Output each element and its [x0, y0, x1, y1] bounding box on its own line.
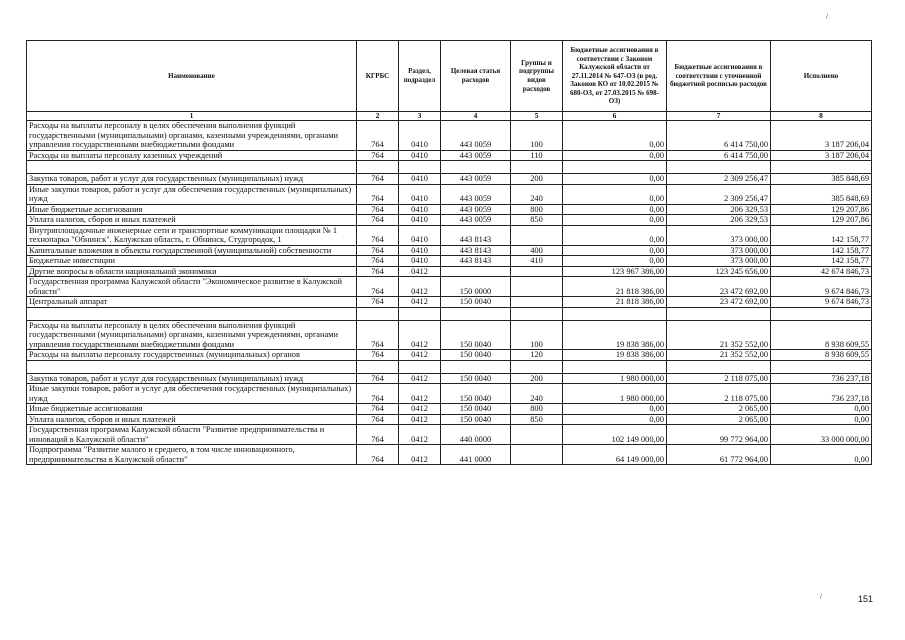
table-row [27, 215, 872, 226]
row-executed: 142 158,77 [771, 225, 872, 245]
row-expense-type [511, 277, 563, 297]
row-name: Расходы на выплаты персоналу государственных (муниципальных) органов [27, 350, 357, 361]
row-assign-law: 1 980 000,00 [563, 373, 667, 384]
row-target-article [441, 266, 511, 277]
row-assign-law: 0,00 [563, 174, 667, 185]
row-name: Иные бюджетные ассигнования [27, 204, 357, 215]
table-row [27, 225, 872, 245]
row-expense-type: 120 [511, 350, 563, 361]
table-row [27, 404, 872, 415]
table-row [27, 204, 872, 215]
row-razdel: 0412 [399, 404, 441, 415]
row-name: Расходы на выплаты персоналу в целях обеспечения выполнения функций государственными (муниципальными) органами, казенными учреждениями, органами управления государственными внебюджетными фондами [27, 121, 357, 151]
table-header-row [27, 41, 872, 112]
row-executed: 385 848,69 [771, 184, 872, 204]
row-expense-type [511, 266, 563, 277]
row-executed: 9 674 846,73 [771, 277, 872, 297]
row-name: Государственная программа Калужской области "Экономическое развитие в Калужской области" [27, 277, 357, 297]
row-assign-law: 0,00 [563, 215, 667, 226]
row-kgrbs: 764 [357, 184, 399, 204]
row-executed: 33 000 000,00 [771, 425, 872, 445]
row-name: Расходы на выплаты персоналу в целях обеспечения выполнения функций государственными (муниципальными) органами, казенными учреждениями, органами управления государственными внебюджетными фондами [27, 320, 357, 350]
row-kgrbs: 764 [357, 121, 399, 151]
row-executed: 3 187 206,04 [771, 121, 872, 151]
row-expense-type: 110 [511, 150, 563, 161]
row-target-article: 443 0059 [441, 215, 511, 226]
budget-table [26, 40, 872, 465]
spacer-cell [27, 360, 357, 373]
col-number: 1 [27, 112, 357, 121]
spacer-cell [399, 161, 441, 174]
spacer-cell [357, 360, 399, 373]
row-assign-law: 19 838 386,00 [563, 320, 667, 350]
scan-mark: / [826, 14, 828, 21]
row-assign-spec: 123 245 656,00 [667, 266, 771, 277]
row-razdel: 0412 [399, 350, 441, 361]
spacer-cell [771, 161, 872, 174]
table-row [27, 256, 872, 267]
column-number-row [27, 112, 872, 121]
row-assign-law: 21 818 386,00 [563, 297, 667, 308]
row-kgrbs: 764 [357, 404, 399, 415]
table-row [27, 425, 872, 445]
spacer-row [27, 307, 872, 320]
row-target-article: 150 0040 [441, 350, 511, 361]
col-number: 7 [667, 112, 771, 121]
spacer-cell [667, 307, 771, 320]
row-executed: 8 938 609,55 [771, 320, 872, 350]
row-expense-type: 850 [511, 414, 563, 425]
row-name: Расходы на выплаты персоналу казенных учреждений [27, 150, 357, 161]
row-target-article: 443 0059 [441, 174, 511, 185]
row-assign-law: 0,00 [563, 245, 667, 256]
table-row [27, 121, 872, 151]
row-assign-law: 0,00 [563, 414, 667, 425]
table-row [27, 277, 872, 297]
row-name: Уплата налогов, сборов и иных платежей [27, 215, 357, 226]
row-executed: 3 187 206,04 [771, 150, 872, 161]
spacer-cell [399, 307, 441, 320]
spacer-cell [667, 161, 771, 174]
row-name: Государственная программа Калужской области "Развитие предпринимательства и инноваций в Калужской области" [27, 425, 357, 445]
row-assign-spec: 21 352 552,00 [667, 350, 771, 361]
header-celevaya: Целевая статья расходов [441, 41, 511, 112]
header-gruppy: Группы и подгруппы видов расходов [511, 41, 563, 112]
col-number: 4 [441, 112, 511, 121]
col-number: 2 [357, 112, 399, 121]
row-expense-type [511, 425, 563, 445]
row-assign-spec: 61 772 964,00 [667, 445, 771, 465]
spacer-cell [357, 307, 399, 320]
row-target-article: 443 8143 [441, 245, 511, 256]
row-expense-type: 800 [511, 404, 563, 415]
row-target-article: 150 0040 [441, 414, 511, 425]
row-expense-type [511, 445, 563, 465]
row-expense-type: 100 [511, 121, 563, 151]
row-name: Иные бюджетные ассигнования [27, 404, 357, 415]
header-name: Наименование [27, 41, 357, 112]
row-assign-law: 0,00 [563, 204, 667, 215]
spacer-cell [441, 360, 511, 373]
table-row [27, 414, 872, 425]
header-razdel: Раздел, подраздел [399, 41, 441, 112]
spacer-row [27, 360, 872, 373]
row-assign-law: 0,00 [563, 121, 667, 151]
row-target-article: 443 0059 [441, 184, 511, 204]
table-row [27, 245, 872, 256]
row-assign-spec: 2 118 075,00 [667, 373, 771, 384]
row-name: Подпрограмма "Развитие малого и среднего, в том числе инновационного, предпринимательства в Калужской области" [27, 445, 357, 465]
row-assign-law: 0,00 [563, 184, 667, 204]
row-name: Уплата налогов, сборов и иных платежей [27, 414, 357, 425]
col-number: 8 [771, 112, 872, 121]
row-executed: 0,00 [771, 445, 872, 465]
row-target-article: 150 0040 [441, 404, 511, 415]
row-razdel: 0412 [399, 384, 441, 404]
row-expense-type: 400 [511, 245, 563, 256]
table-row [27, 184, 872, 204]
row-executed: 142 158,77 [771, 256, 872, 267]
header-ispolneno: Исполнено [771, 41, 872, 112]
row-razdel: 0410 [399, 256, 441, 267]
row-executed: 736 237,18 [771, 373, 872, 384]
row-razdel: 0410 [399, 121, 441, 151]
row-assign-spec: 2 065,00 [667, 414, 771, 425]
table-row [27, 320, 872, 350]
row-assign-law: 19 838 386,00 [563, 350, 667, 361]
row-assign-spec: 2 309 256,47 [667, 174, 771, 185]
row-executed: 385 848,69 [771, 174, 872, 185]
spacer-cell [399, 360, 441, 373]
spacer-row [27, 161, 872, 174]
row-kgrbs: 764 [357, 277, 399, 297]
row-kgrbs: 764 [357, 425, 399, 445]
row-target-article: 443 8143 [441, 225, 511, 245]
row-executed: 8 938 609,55 [771, 350, 872, 361]
row-executed: 0,00 [771, 414, 872, 425]
row-razdel: 0412 [399, 425, 441, 445]
row-razdel: 0412 [399, 414, 441, 425]
row-expense-type: 200 [511, 373, 563, 384]
spacer-cell [771, 307, 872, 320]
header-assign-spec: Бюджетные ассигнования в соответствии с уточненной бюджетной росписью расходов [667, 41, 771, 112]
row-assign-law: 123 967 386,00 [563, 266, 667, 277]
row-assign-law: 21 818 386,00 [563, 277, 667, 297]
row-expense-type: 100 [511, 320, 563, 350]
spacer-cell [511, 161, 563, 174]
spacer-cell [27, 307, 357, 320]
spacer-cell [441, 307, 511, 320]
row-razdel: 0410 [399, 245, 441, 256]
row-target-article: 441 0000 [441, 445, 511, 465]
col-number: 3 [399, 112, 441, 121]
spacer-cell [511, 307, 563, 320]
row-assign-law: 0,00 [563, 404, 667, 415]
row-assign-spec: 6 414 750,00 [667, 121, 771, 151]
row-expense-type [511, 297, 563, 308]
row-name: Центральный аппарат [27, 297, 357, 308]
row-name: Иные закупки товаров, работ и услуг для обеспечения государственных (муниципальных) нужд [27, 184, 357, 204]
table-row [27, 373, 872, 384]
row-razdel: 0412 [399, 297, 441, 308]
row-assign-spec: 6 414 750,00 [667, 150, 771, 161]
row-expense-type: 850 [511, 215, 563, 226]
row-razdel: 0412 [399, 320, 441, 350]
row-kgrbs: 764 [357, 245, 399, 256]
row-assign-spec: 2 118 075,00 [667, 384, 771, 404]
header-assign-law: Бюджетные ассигнования в соответствии с Законом Калужской области от 27.11.2014 № 647-ОЗ (в ред. Законов КО от 10.02.2015 № 680-ОЗ, от 27.03.2015 № 698-ОЗ) [563, 41, 667, 112]
row-target-article: 443 0059 [441, 121, 511, 151]
row-kgrbs: 764 [357, 266, 399, 277]
spacer-cell [771, 360, 872, 373]
row-executed: 736 237,18 [771, 384, 872, 404]
row-razdel: 0412 [399, 373, 441, 384]
row-target-article: 150 0040 [441, 297, 511, 308]
row-razdel: 0410 [399, 174, 441, 185]
row-kgrbs: 764 [357, 256, 399, 267]
row-assign-spec: 373 000,00 [667, 245, 771, 256]
table-row [27, 350, 872, 361]
row-expense-type: 240 [511, 384, 563, 404]
row-razdel: 0410 [399, 150, 441, 161]
row-executed: 129 207,86 [771, 215, 872, 226]
row-assign-spec: 373 000,00 [667, 256, 771, 267]
row-kgrbs: 764 [357, 320, 399, 350]
row-assign-spec: 99 772 964,00 [667, 425, 771, 445]
row-name: Внутриплощадочные инженерные сети и транспортные коммуникации площадки № 1 технопарка "Обнинск". Калужская область, г. Обнинск, Студгородок, 1 [27, 225, 357, 245]
row-kgrbs: 764 [357, 384, 399, 404]
row-executed: 9 674 846,73 [771, 297, 872, 308]
row-kgrbs: 764 [357, 215, 399, 226]
row-kgrbs: 764 [357, 150, 399, 161]
row-executed: 142 158,77 [771, 245, 872, 256]
col-number: 6 [563, 112, 667, 121]
spacer-cell [667, 360, 771, 373]
spacer-cell [563, 360, 667, 373]
row-target-article: 443 0059 [441, 204, 511, 215]
row-razdel: 0412 [399, 445, 441, 465]
row-assign-law: 64 149 000,00 [563, 445, 667, 465]
row-expense-type: 200 [511, 174, 563, 185]
row-assign-law: 1 980 000,00 [563, 384, 667, 404]
spacer-cell [441, 161, 511, 174]
row-razdel: 0412 [399, 266, 441, 277]
header-kgrbs: КГРБС [357, 41, 399, 112]
spacer-cell [357, 161, 399, 174]
row-name: Бюджетные инвестиции [27, 256, 357, 267]
row-executed: 0,00 [771, 404, 872, 415]
table-row [27, 174, 872, 185]
row-assign-spec: 206 329,53 [667, 204, 771, 215]
row-name: Закупка товаров, работ и услуг для государственных (муниципальных) нужд [27, 373, 357, 384]
row-kgrbs: 764 [357, 445, 399, 465]
row-target-article: 150 0040 [441, 373, 511, 384]
row-expense-type [511, 225, 563, 245]
spacer-cell [27, 161, 357, 174]
row-assign-spec: 2 309 256,47 [667, 184, 771, 204]
row-kgrbs: 764 [357, 174, 399, 185]
row-razdel: 0410 [399, 204, 441, 215]
row-expense-type: 410 [511, 256, 563, 267]
row-executed: 42 674 846,73 [771, 266, 872, 277]
table-row [27, 266, 872, 277]
row-razdel: 0410 [399, 215, 441, 226]
table-body [27, 121, 872, 465]
row-target-article: 443 0059 [441, 150, 511, 161]
table-row [27, 384, 872, 404]
row-kgrbs: 764 [357, 204, 399, 215]
table-row [27, 297, 872, 308]
row-assign-spec: 21 352 552,00 [667, 320, 771, 350]
table-row [27, 445, 872, 465]
row-assign-spec: 23 472 692,00 [667, 277, 771, 297]
row-name: Иные закупки товаров, работ и услуг для обеспечения государственных (муниципальных) нужд [27, 384, 357, 404]
row-razdel: 0412 [399, 277, 441, 297]
row-kgrbs: 764 [357, 414, 399, 425]
row-razdel: 0410 [399, 184, 441, 204]
row-name: Капитальные вложения в объекты государственной (муниципальной) собственности [27, 245, 357, 256]
row-name: Закупка товаров, работ и услуг для государственных (муниципальных) нужд [27, 174, 357, 185]
row-assign-spec: 206 329,53 [667, 215, 771, 226]
row-assign-spec: 2 065,00 [667, 404, 771, 415]
row-target-article: 150 0040 [441, 320, 511, 350]
row-assign-law: 102 149 000,00 [563, 425, 667, 445]
row-razdel: 0410 [399, 225, 441, 245]
row-kgrbs: 764 [357, 297, 399, 308]
row-assign-law: 0,00 [563, 150, 667, 161]
row-assign-law: 0,00 [563, 225, 667, 245]
scan-mark: / [820, 594, 822, 601]
budget-table-sheet [26, 40, 871, 465]
row-target-article: 150 0000 [441, 277, 511, 297]
row-target-article: 440 0000 [441, 425, 511, 445]
row-assign-spec: 23 472 692,00 [667, 297, 771, 308]
row-assign-law: 0,00 [563, 256, 667, 267]
row-kgrbs: 764 [357, 350, 399, 361]
row-assign-spec: 373 000,00 [667, 225, 771, 245]
row-expense-type: 800 [511, 204, 563, 215]
row-expense-type: 240 [511, 184, 563, 204]
row-kgrbs: 764 [357, 225, 399, 245]
col-number: 5 [511, 112, 563, 121]
row-executed: 129 207,86 [771, 204, 872, 215]
spacer-cell [563, 307, 667, 320]
row-name: Другие вопросы в области национальной экономики [27, 266, 357, 277]
table-row [27, 150, 872, 161]
spacer-cell [563, 161, 667, 174]
row-target-article: 150 0040 [441, 384, 511, 404]
spacer-cell [511, 360, 563, 373]
page-number: 151 [858, 594, 874, 604]
row-target-article: 443 8143 [441, 256, 511, 267]
row-kgrbs: 764 [357, 373, 399, 384]
